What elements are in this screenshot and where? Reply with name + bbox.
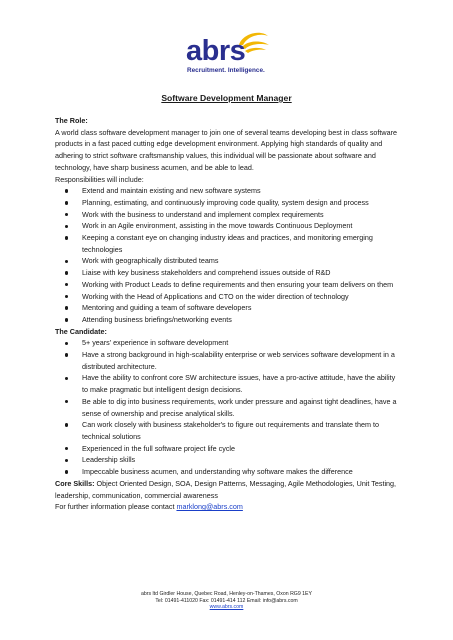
footer-phones: Tel: 01491-411020 Fax: 01491-414 112 Email: info@abrs.com <box>155 597 298 604</box>
list-item: Planning, estimating, and continuously improving code quality, system design and process <box>55 197 400 209</box>
logo-tagline: Recruitment. Intelligence. <box>187 67 265 74</box>
list-item: Impeccable business acumen, and understanding why software makes the difference <box>55 466 400 478</box>
list-item: Work in an Agile environment, assisting in the move towards Continuous Deployment <box>55 220 400 232</box>
page-footer <box>0 591 453 611</box>
list-item: Have a strong background in high-scalability enterprise or web services software development in a distributed architecture. <box>55 349 400 372</box>
role-intro: A world class software development manager to join one of several teams developing best in class software products in a fast paced cutting edge development environment. Applying high standards of quality and adhering to strict software craftsmanship values, this individual will be passionate about software and technology, have sharp business acumen, and be able to lead. <box>55 127 397 172</box>
list-item: Liaise with key business stakeholders and comprehend issues outside of R&D <box>55 267 400 279</box>
list-item: Mentoring and guiding a team of software developers <box>55 302 400 314</box>
list-item: Working with the Head of Applications and CTO on the wider direction of technology <box>55 291 400 303</box>
document-body <box>55 115 400 513</box>
abrs-logo <box>184 30 272 78</box>
list-item: Working with Product Leads to define requirements and then ensuring your team delivers on them <box>55 279 400 291</box>
responsibilities-list <box>55 185 400 325</box>
core-skills-label: Core Skills: <box>55 478 95 488</box>
core-skills <box>55 478 400 501</box>
list-item: Experienced in the full software project life cycle <box>55 443 400 455</box>
contact-prefix: For further information please contact <box>55 502 177 512</box>
list-item: 5+ years' experience in software development <box>55 337 400 349</box>
candidate-heading: The Candidate: <box>55 326 107 336</box>
responsibilities-label: Responsibilities will include: <box>55 174 144 184</box>
contact-line <box>55 501 400 513</box>
list-item: Extend and maintain existing and new software systems <box>55 185 400 197</box>
candidate-list <box>55 337 400 477</box>
role-heading: The Role: <box>55 116 88 125</box>
footer-address: abrs ltd Girdler House, Quebec Road, Henley-on-Thames, Oxon RG9 1EY <box>141 591 312 597</box>
list-item: Attending business briefings/networking events <box>55 314 400 326</box>
job-title: Software Development Manager <box>161 93 292 103</box>
footer-website-link[interactable]: www.abrs.com <box>209 604 244 611</box>
list-item: Leadership skills <box>55 454 400 466</box>
list-item: Work with geographically distributed teams <box>55 255 400 267</box>
list-item: Work with the business to understand and implement complex requirements <box>55 209 400 221</box>
core-skills-text: Object Oriented Design, SOA, Design Patterns, Messaging, Agile Methodologies, Unit Testing, leadership, communication, commercial awareness <box>55 478 397 500</box>
list-item: Have the ability to confront core SW architecture issues, have a pro-active attitude, have the ability to make pragmatic but intelligent design decisions. <box>55 372 400 395</box>
list-item: Can work closely with business stakeholder's to figure out requirements and translate them to technical solutions <box>55 419 400 442</box>
logo-wordmark: abrs <box>186 35 246 67</box>
list-item: Be able to dig into business requirements, work under pressure and against tight deadlines, have a sense of ownership and precise analytical skills. <box>55 396 400 419</box>
list-item: Keeping a constant eye on changing industry ideas and practices, and monitoring emerging technologies <box>55 232 400 255</box>
contact-email-link[interactable]: marklong@abrs.com <box>176 502 243 512</box>
